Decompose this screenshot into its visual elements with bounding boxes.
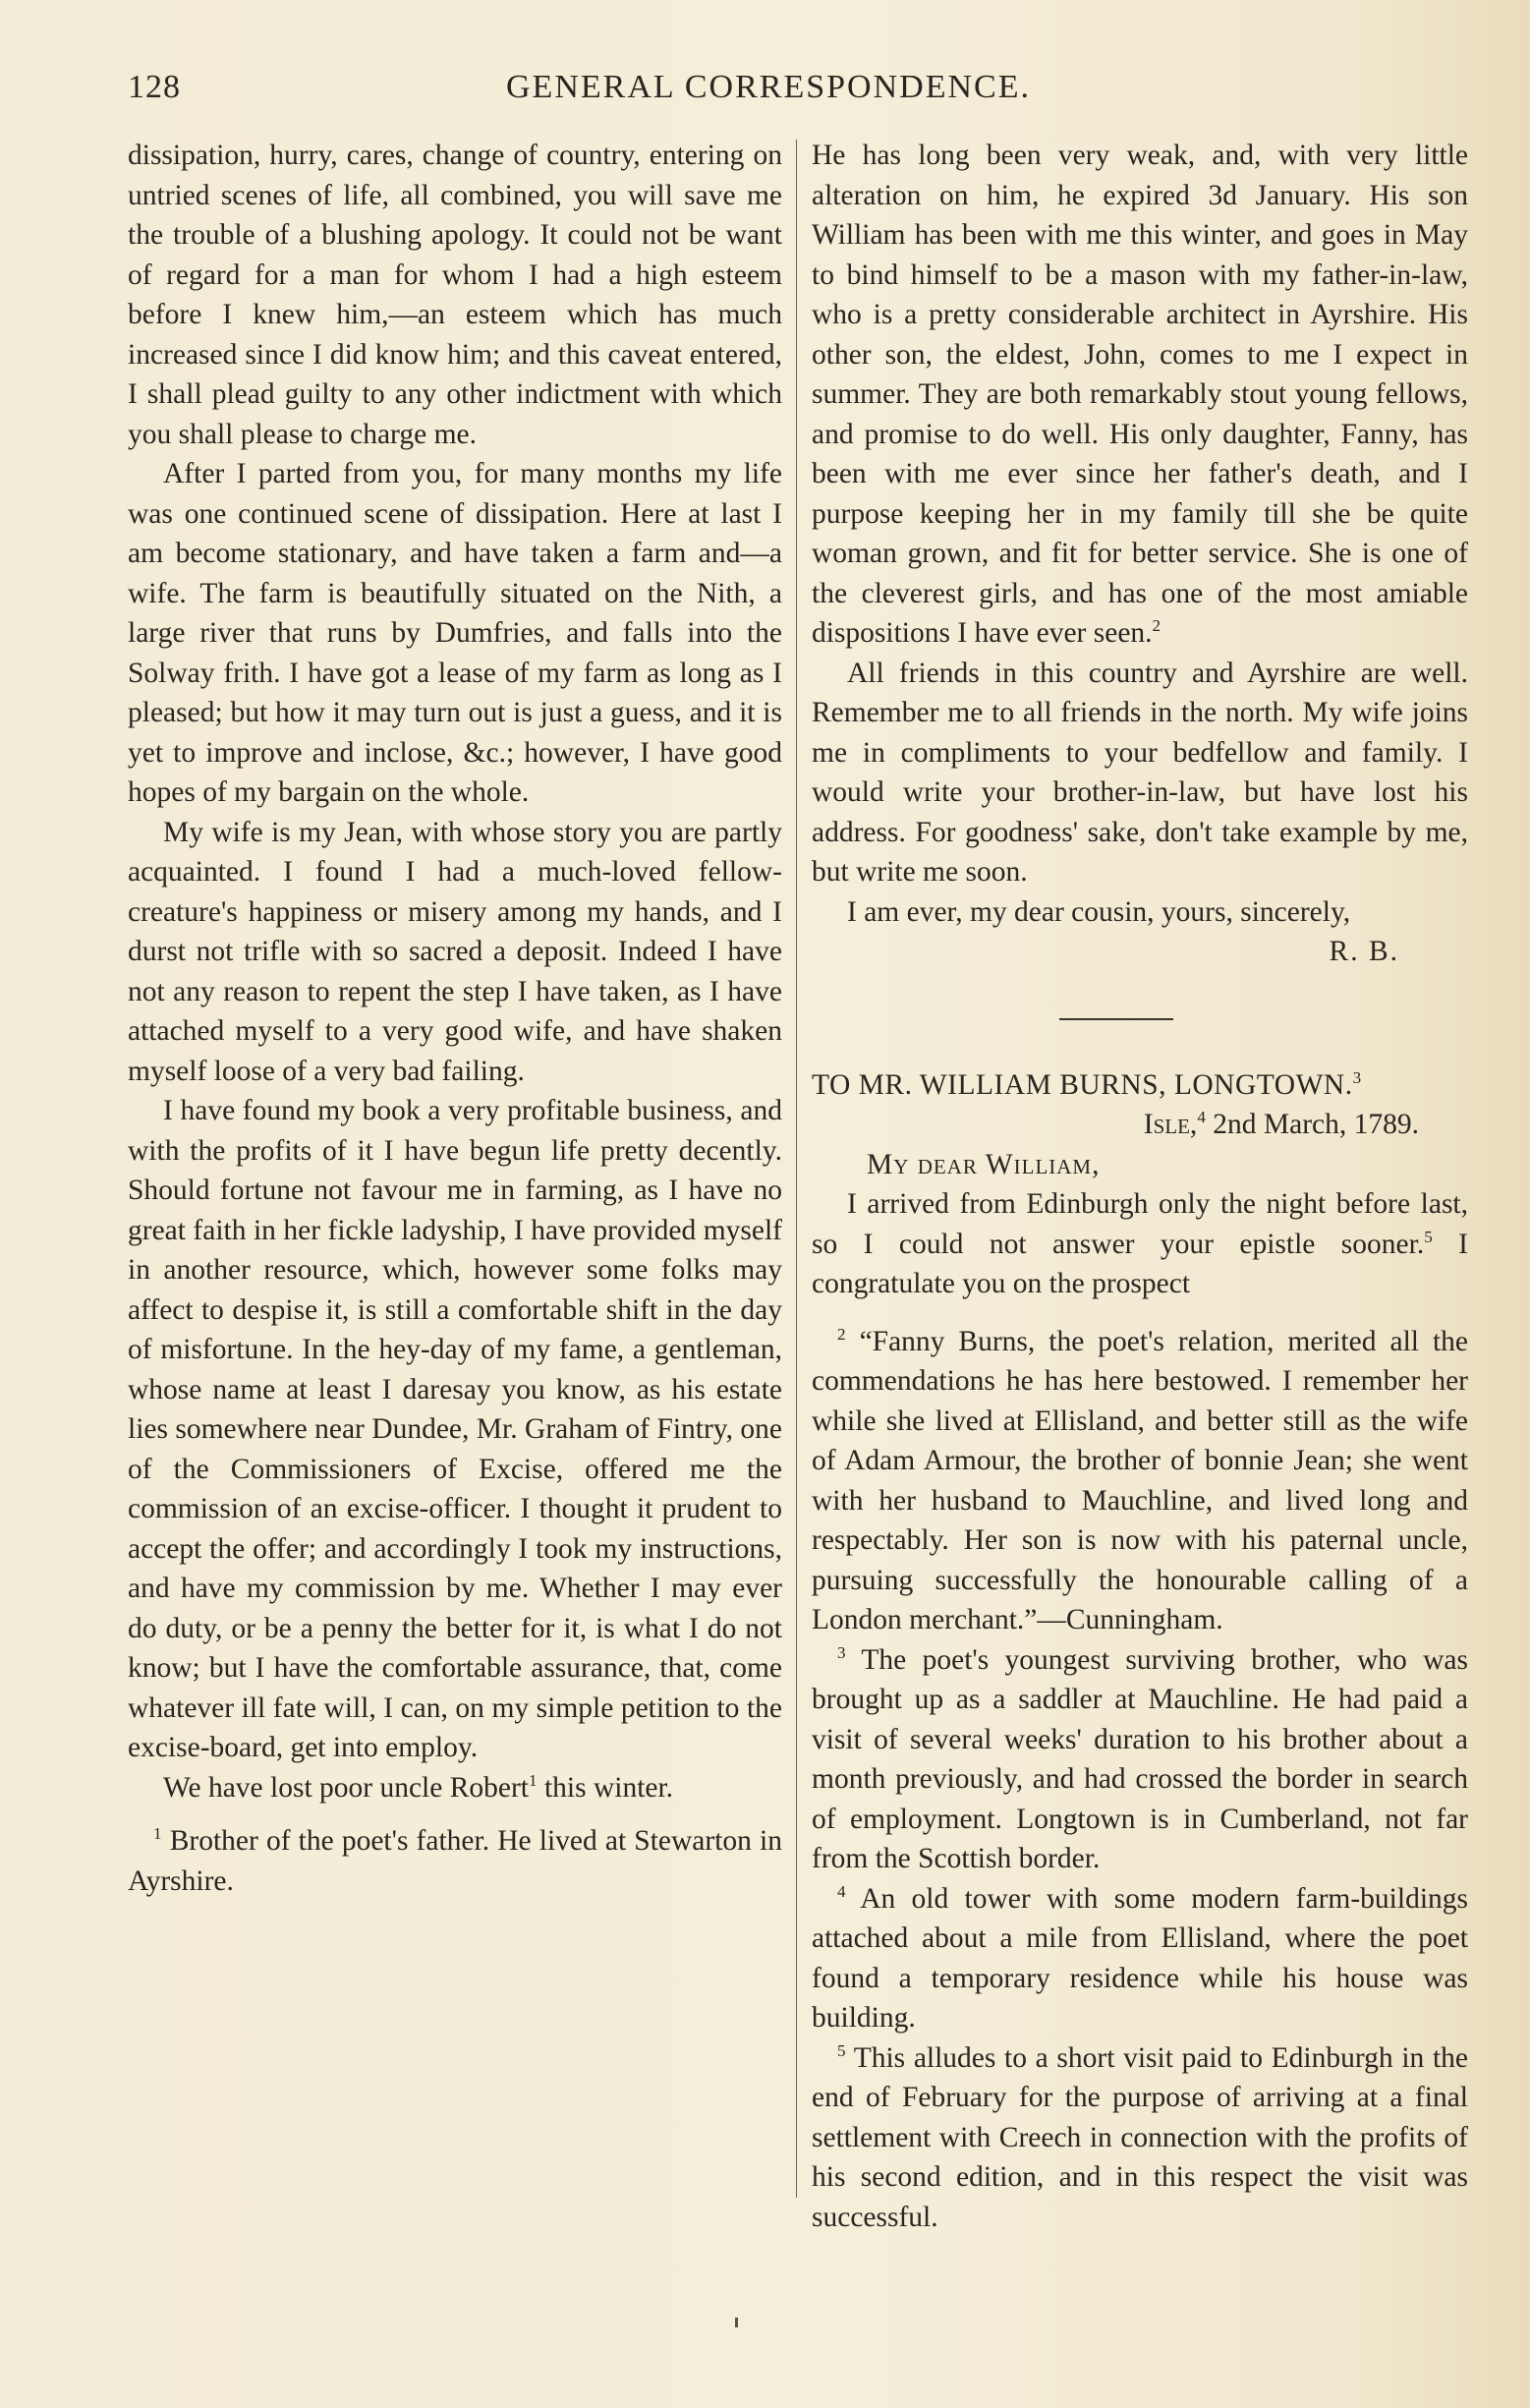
footnotes-right: [812, 1322, 1468, 2238]
print-speck: [735, 2318, 738, 2327]
letter-heading-text: TO MR. WILLIAM BURNS, LONGTOWN.: [812, 1068, 1353, 1101]
body-text: I arrived from Edinburgh only the night before last, so I could not answer your epistle sooner.: [812, 1188, 1468, 1260]
letter-salutation: My dear William,: [867, 1148, 1101, 1180]
footnotes-left: [128, 1821, 782, 1901]
right-column: [812, 136, 1468, 2237]
body-paragraph: [812, 1184, 1468, 1304]
footnote-text: The poet's youngest surviving brother, who was brought up as a saddler at Mauchline. He had paid a visit of several weeks' duration to his brother about a month previously, and had crossed the border in search of employment. Longtown is in Cumberland, not far from the Scottish border.: [812, 1643, 1468, 1874]
footnote-number: 1: [153, 1824, 162, 1844]
body-paragraph: All friends in this country and Ayrshire are well. Remember me to all friends in the north. My wife joins me in compliments to your bedfellow and family. I would write your brother-in-law, but have lost his address. For goodness' sake, don't take example by me, but write me soon.: [812, 657, 1468, 888]
column-divider: [796, 140, 797, 2198]
footnote-number: 2: [837, 1324, 846, 1344]
letter-dateline: [812, 1105, 1468, 1145]
body-paragraph-last: [128, 1768, 782, 1808]
body-paragraph: After I parted from you, for many months my life was one continued scene of dissipation. Here at last I am become stationary, and have taken a farm and—a wife. The farm is beautifully situated on the Nith, a large river that runs by Dumfries, and falls into the Solway frith. I have got a lease of my farm as long as I pleased; but how it may turn out is just a guess, and it is yet to improve and inclose, &c.; however, I have good hopes of my bargain on the whole.: [128, 458, 782, 808]
footnote-number: 5: [837, 2040, 846, 2060]
letter-heading: [812, 1065, 1468, 1106]
footnote: [812, 1640, 1468, 1879]
footnote: [128, 1821, 782, 1901]
letter-signature: R. B.: [1329, 936, 1399, 967]
body-paragraph: My wife is my Jean, with whose story you are partly acquainted. I found I had a much-loved fellow-creature's happiness or misery among my hands, and I durst not trifle with so sacred a deposit. Indeed I have not any reason to repent the step I have taken, as I have attached myself to a very good wife, and have shaken myself loose of a very bad failing.: [128, 816, 782, 1087]
letter-signoff: I am ever, my dear cousin, yours, sincerely,: [847, 895, 1351, 928]
running-head: [128, 69, 1110, 118]
footnote-text: “Fanny Burns, the poet's relation, merited all the commendations he has here bestowed. I remember her while she lived at Ellisland, and better still as the wife of Adam Armour, the brother of bonnie Jean; she went with her husband to Mauchline, and lived long and respectably. Her son is now with his paternal uncle, pursuing successfully the honourable calling of a London merchant.”—Cunningham.: [812, 1325, 1468, 1635]
body-paragraph: I have found my book a very profitable business, and with the profits of it I have begun life pretty decently. Should fortune not favour me in farming, as I have no great faith in her fickle ladyship, I have provided myself in another resource, which, however some folks may affect to despise it, is still a comfortable shift in the day of misfortune. In the hey-day of my fame, a gentleman, whose name at least I daresay you know, as his estate lies somewhere near Dundee, Mr. Graham of Fintry, one of the Commissioners of Excise, offered me the commission of an excise-officer. I thought it prudent to accept the offer; and accordingly I took my instructions, and have my commission by me. Whether I may ever do duty, or be a penny the better for it, is what I do not know; but I have the comfortable assurance, that, come whatever ill fate will, I can, on my simple petition to the excise-board, get into employ.: [128, 1095, 782, 1763]
body-text: We have lost poor uncle Robert: [163, 1771, 530, 1804]
footnote-ref: 1: [529, 1770, 538, 1790]
left-column: [128, 136, 782, 1901]
letter-place: Isle,: [1143, 1109, 1198, 1140]
footnote: [812, 2038, 1468, 2238]
footnote-number: 3: [837, 1642, 846, 1662]
footnote: [812, 1879, 1468, 2038]
body-paragraph-continued: [812, 136, 1468, 654]
footnote-text: An old tower with some modern farm-buildings attached about a mile from Ellisland, where the poet found a temporary residence while his house was building.: [812, 1882, 1468, 2034]
body-text: He has long been very weak, and, with very little alteration on him, he expired 3d January. His son William has been with me this winter, and goes in May to bind himself to be a mason with my father-in-law, who is a pretty considerable architect in Ayrshire. His other son, the eldest, John, comes to me I expect in summer. They are both remarkably stout young fellows, and promise to do well. His only daughter, Fanny, has been with me ever since her father's death, and I purpose keeping her in my family till she be quite woman grown, and fit for better service. She is one of the cleverest girls, and has one of the most amiable dispositions I have ever seen.: [812, 140, 1468, 649]
page-header-title: GENERAL CORRESPONDENCE.: [506, 69, 1031, 105]
footnote-ref: 4: [1197, 1108, 1206, 1127]
footnote-text: This alludes to a short visit paid to Edinburgh in the end of February for the purpose of arriving at a final settlement with Creech in connection with the profits of his second edition, and in this respect the visit was successful.: [812, 2041, 1468, 2233]
letter-date: 2nd March, 1789.: [1205, 1109, 1419, 1140]
footnote-number: 4: [837, 1881, 846, 1901]
footnote-text: Brother of the poet's father. He lived at Stewarton in Ayrshire.: [128, 1825, 782, 1897]
body-text: I congratulate you on the prospect: [812, 1228, 1469, 1299]
section-divider: [1059, 1018, 1173, 1020]
page-number: 128: [128, 69, 181, 105]
footnote-ref: 2: [1152, 616, 1162, 636]
body-paragraph-continued: dissipation, hurry, cares, change of country, entering on untried scenes of life, all combined, you will save me the trouble of a blushing apology. It could not be want of regard for a man for whom I had a high esteem before I knew him,—an esteem which has much increased since I did know him; and this caveat entered, I shall plead guilty to any other indictment with which you shall please to charge me.: [128, 140, 782, 450]
body-text: this winter.: [537, 1771, 674, 1804]
footnote-ref: 5: [1424, 1227, 1433, 1246]
footnote: [812, 1322, 1468, 1640]
footnote-ref: 3: [1352, 1067, 1362, 1087]
